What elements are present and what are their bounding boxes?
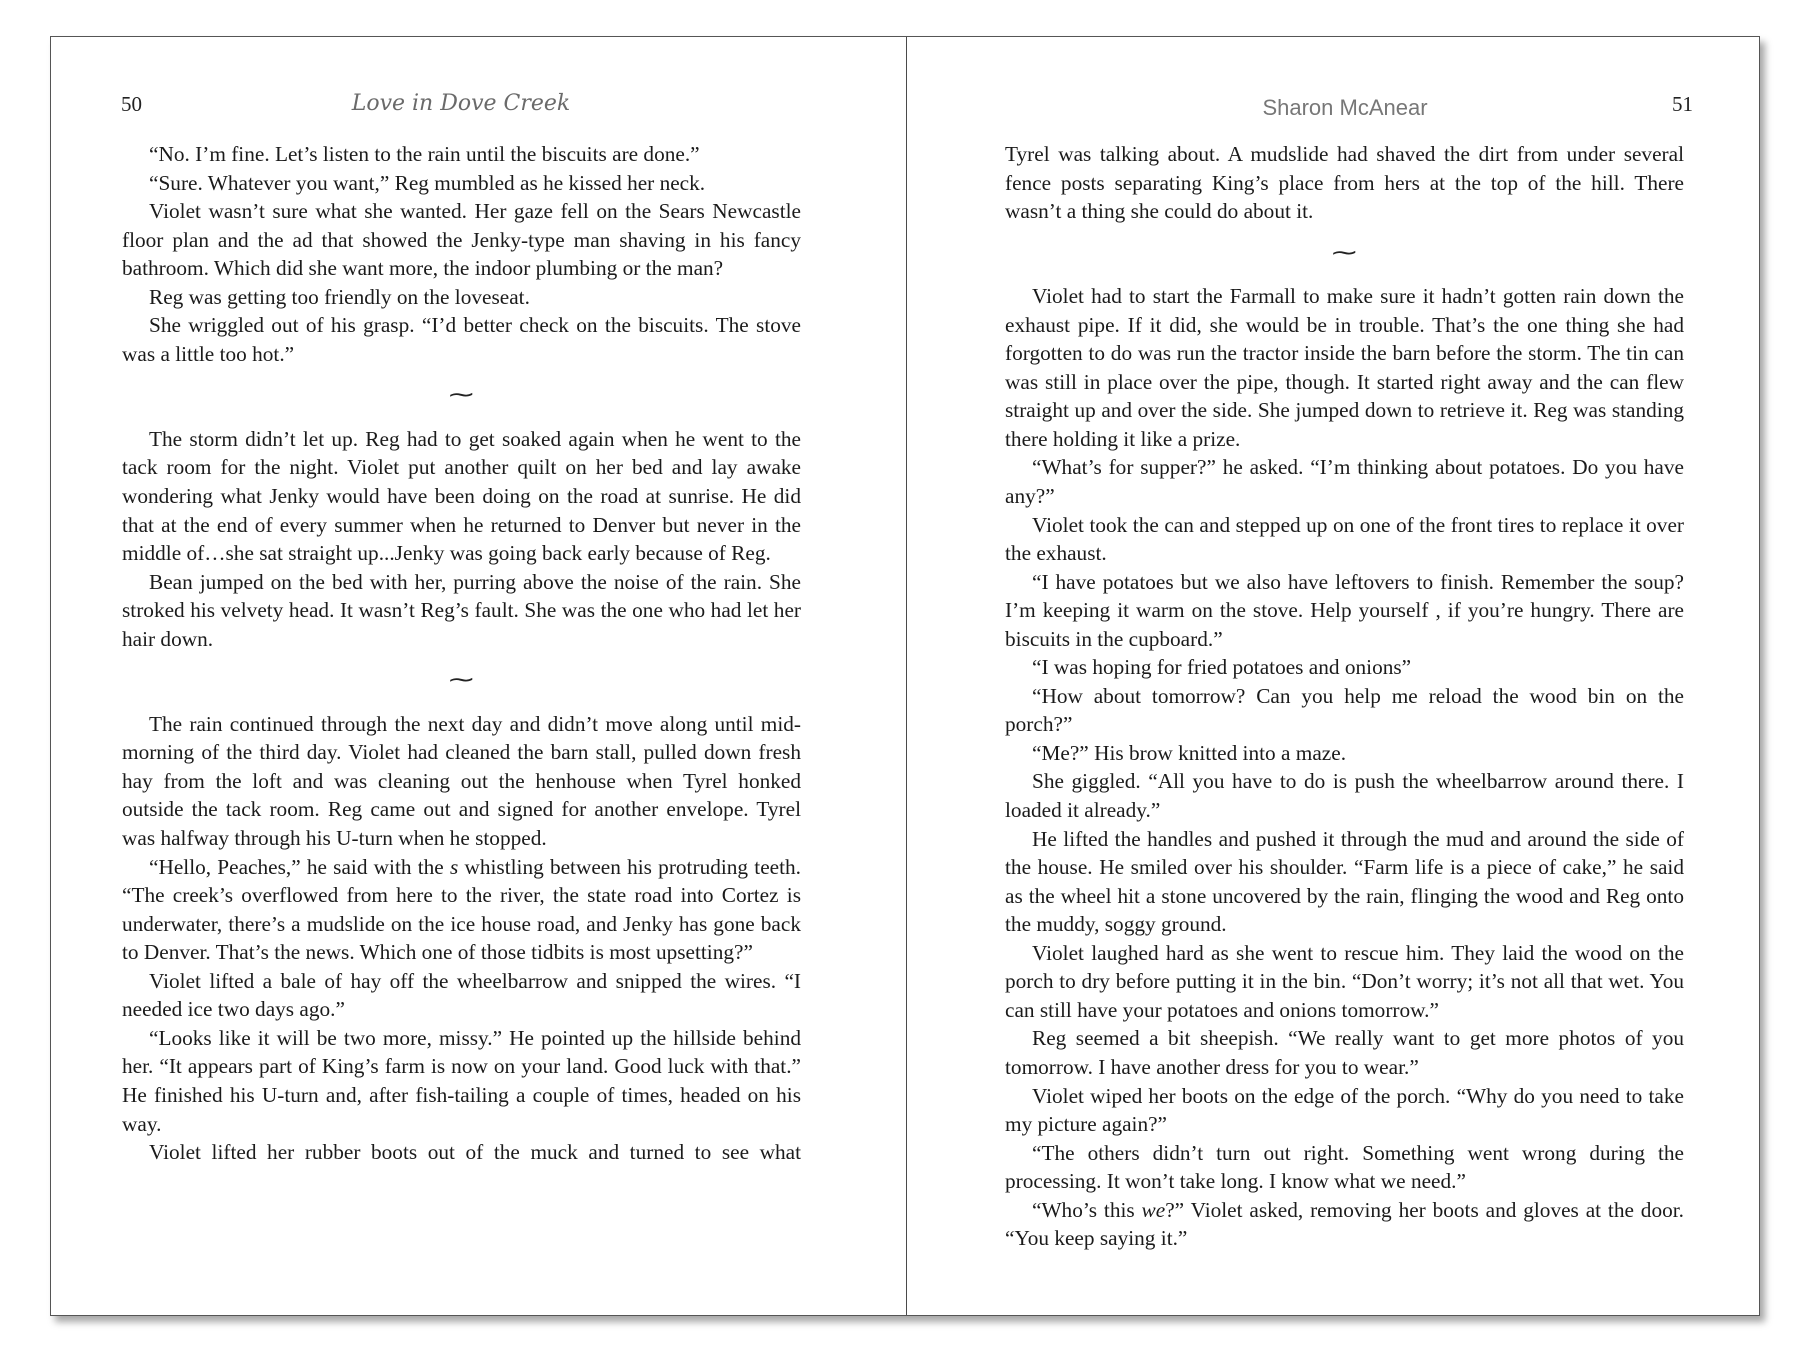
paragraph: “Looks like it will be two more, missy.” He pointed up the hillside behind her. “It appears part of King’s farm is now on your land. Good luck with that.” He finished his U-turn and, after fish-tailing a couple of times, headed on his way. xyxy=(122,1025,801,1136)
paragraph: “I was hoping for fried potatoes and onions” xyxy=(1032,655,1412,680)
paragraph: She wriggled out of his grasp. “I’d better check on the biscuits. The stove was a little too hot.” xyxy=(122,313,801,366)
paragraph: The rain continued through the next day and didn’t move along until mid-morning of the third day. Violet had cleaned the barn stall, pulled down fresh hay from the loft and was cleaning out the henhouse when Tyrel honked outside the tack room. Reg came out and signed for another envelope. Tyrel was halfway through his U-turn when he stopped. xyxy=(122,711,801,851)
paragraph: The storm didn’t let up. Reg had to get soaked again when he went to the tack room for the night. Violet put another quilt on her bed and lay awake wondering what Jenky would have been doing on the road at sunrise. He did that at the end of every summer when he returned to Denver but never in the middle of…she sat straight up...Jenky was going back early because of Reg. xyxy=(122,426,801,566)
page-number: 51 xyxy=(1672,92,1693,116)
paragraph: Bean jumped on the bed with her, purring above the noise of the rain. She stroked his velvety head. It wasn’t Reg’s fault. She was the one who had let her hair down. xyxy=(122,569,801,651)
paragraph: Violet wiped her boots on the edge of the porch. “Why do you need to take my picture again?” xyxy=(1005,1083,1684,1137)
left-page xyxy=(51,37,906,1315)
scene-break-ornament: ~ xyxy=(446,383,477,409)
paragraph: “No. I’m fine. Let’s listen to the rain until the biscuits are done.” xyxy=(149,142,700,166)
paragraph: “Who’s this we?” Violet asked, removing her boots and gloves at the door. “You keep saying it.” xyxy=(1005,1197,1684,1251)
page-number: 50 xyxy=(121,92,142,116)
scene-break-ornament: ~ xyxy=(1329,240,1360,266)
paragraph: Tyrel was talking about. A mudslide had shaved the dirt from under several fence posts separating King’s place from hers at the top of the hill. There wasn’t a thing she could do about it. xyxy=(1005,142,1684,224)
paragraph: Violet had to start the Farmall to make sure it hadn’t gotten rain down the exhaust pipe. If it did, she would be in trouble. That’s the one thing she had forgotten to do was run the tractor inside the barn before the storm. The tin can was still in place over the pipe, though. It started right away and the can flew straight up and over the side. She jumped down to retrieve it. Reg was standing there holding it like a prize. xyxy=(1005,284,1684,451)
paragraph: Violet lifted her rubber boots out of the muck and turned to see what xyxy=(149,1140,801,1165)
paragraph: She giggled. “All you have to do is push the wheelbarrow around there. I loaded it already.” xyxy=(1005,769,1684,823)
book-spread xyxy=(50,36,1760,1316)
paragraph: “How about tomorrow? Can you help me reload the wood bin on the porch?” xyxy=(1005,683,1684,737)
body-text xyxy=(122,140,801,1167)
italic-emphasis: we xyxy=(1141,1197,1166,1222)
paragraph: “The others didn’t turn out right. Something went wrong during the processing. It won’t take long. I know what we need.” xyxy=(1005,1140,1684,1194)
paragraph: Violet wasn’t sure what she wanted. Her gaze fell on the Sears Newcastle floor plan and the ad that showed the Jenky-type man shaving in his fancy bathroom. Which did she want more, the indoor plumbing or the man? xyxy=(122,199,801,281)
paragraph: Violet laughed hard as she went to rescue him. They laid the wood on the porch to dry before putting it in the bin. “Don’t worry; it’s not all that wet. You can still have your potatoes and onions tomorrow.” xyxy=(1005,940,1684,1022)
paragraph: Reg seemed a bit sheepish. “We really want to get more photos of you tomorrow. I have another dress for you to wear.” xyxy=(1005,1026,1684,1079)
paragraph: “Sure. Whatever you want,” Reg mumbled as he kissed her neck. xyxy=(149,170,706,195)
running-head-author: Sharon McAnear xyxy=(1262,95,1428,120)
paragraph: “Me?” His brow knitted into a maze. xyxy=(1032,740,1347,765)
paragraph: “I have potatoes but we also have leftovers to finish. Remember the soup? I’m keeping it warm on the stove. Help yourself , if you’re hungry. There are biscuits in the cupboard.” xyxy=(1005,569,1684,651)
body-text xyxy=(1005,140,1684,1253)
right-page xyxy=(907,37,1761,1315)
paragraph: “What’s for supper?” he asked. “I’m thinking about potatoes. Do you have any?” xyxy=(1005,455,1684,509)
paragraph: “Hello, Peaches,” he said with the s whistling between his protruding teeth. “The creek’s overflowed from here to the river, the state road into Cortez is underwater, there’s a mudslide on the ice house road, and Jenky has gone back to Denver. That’s the news. Which one of those tidbits is most upsetting?” xyxy=(122,854,801,965)
scene-break-ornament: ~ xyxy=(446,668,477,694)
paragraph: Reg was getting too friendly on the loveseat. xyxy=(149,284,530,309)
paragraph: Violet lifted a bale of hay off the wheelbarrow and snipped the wires. “I needed ice two days ago.” xyxy=(122,968,801,1022)
italic-emphasis: s xyxy=(449,854,459,879)
paragraph: He lifted the handles and pushed it through the mud and around the side of the house. He smiled over his shoulder. “Farm life is a piece of cake,” he said as the wheel hit a stone uncovered by the rain, flinging the wood and Reg onto the muddy, soggy ground. xyxy=(1005,826,1684,937)
paragraph: Violet took the can and stepped up on one of the front tires to replace it over the exhaust. xyxy=(1005,512,1684,566)
running-head-title: Love in Dove Creek xyxy=(351,91,571,116)
